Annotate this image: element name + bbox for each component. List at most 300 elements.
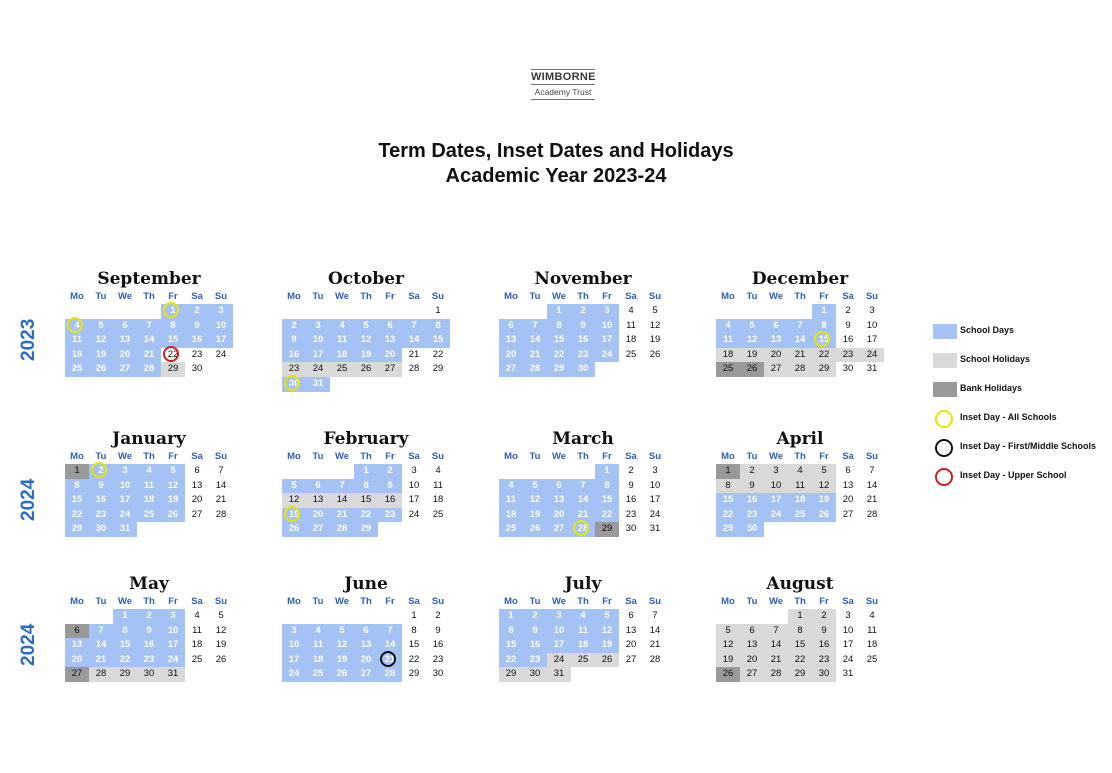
day-cell: 22 xyxy=(161,348,185,363)
day-cell: 20 xyxy=(113,348,137,363)
day-cell: 7 xyxy=(402,319,426,334)
weekday-header: Sa xyxy=(625,596,637,607)
day-cell: 13 xyxy=(354,638,378,653)
day-cell: 19 xyxy=(161,493,185,508)
day-cell: 6 xyxy=(378,319,402,334)
day-cell: 13 xyxy=(764,333,788,348)
day-cell: 25 xyxy=(866,653,878,665)
day-cell: 12 xyxy=(716,638,740,653)
day-cell: 18 xyxy=(866,639,878,651)
day-cell: 19 xyxy=(215,639,227,651)
day-cell: 11 xyxy=(716,333,740,348)
legend-label: School Days xyxy=(960,325,1015,335)
month-grid xyxy=(716,450,884,537)
day-cell: 22 xyxy=(499,653,523,668)
day-cell: 28 xyxy=(523,362,547,377)
day-cell: 25 xyxy=(716,362,740,377)
weekday-header: Mo xyxy=(721,596,735,607)
weekday-header: Mo xyxy=(504,596,518,607)
day-cell: 14 xyxy=(788,333,812,348)
weekday-header: Fr xyxy=(602,596,612,607)
day-cell: 28 xyxy=(137,362,161,377)
day-cell: 22 xyxy=(113,653,137,668)
day-cell: 23 xyxy=(836,348,860,363)
weekday-header: Su xyxy=(648,291,662,302)
month-september xyxy=(65,268,233,377)
day-cell: 11 xyxy=(867,624,877,636)
day-cell: 22 xyxy=(354,508,378,523)
day-cell: 21 xyxy=(649,639,661,651)
day-cell: 19 xyxy=(716,653,740,668)
day-cell: 1 xyxy=(716,464,740,479)
day-cell: 24 xyxy=(547,653,571,668)
weekday-header: Su xyxy=(865,451,879,462)
day-cell: 19 xyxy=(354,348,378,363)
day-cell: 10 xyxy=(209,319,233,334)
weekday-header: Th xyxy=(794,596,806,607)
day-cell: 11 xyxy=(571,624,595,639)
day-cell: 12 xyxy=(740,333,764,348)
weekday-header: Tu xyxy=(529,451,541,462)
day-cell: 8 xyxy=(411,624,417,636)
day-cell: 21 xyxy=(137,348,161,363)
weekday-header: Tu xyxy=(312,596,324,607)
day-cell: 4 xyxy=(628,305,634,316)
day-cell: 5 xyxy=(740,319,764,334)
day-cell: 25 xyxy=(788,508,812,523)
day-cell: 10 xyxy=(866,319,878,331)
weekday-header: Fr xyxy=(168,291,178,302)
day-cell: 6 xyxy=(845,465,851,476)
day-cell: 24 xyxy=(408,508,420,520)
day-cell: 28 xyxy=(764,667,788,682)
day-cell: 5 xyxy=(330,624,354,639)
month-february xyxy=(282,428,450,537)
day-cell: 26 xyxy=(354,362,378,377)
day-cell: 27 xyxy=(354,667,378,682)
day-cell: 2 xyxy=(185,304,209,319)
day-cell: 1 xyxy=(547,304,571,319)
day-cell: 18 xyxy=(571,638,595,653)
day-cell: 16 xyxy=(378,493,402,508)
day-cell: 1 xyxy=(65,464,89,479)
day-cell: 8 xyxy=(113,624,137,639)
weekday-header: Mo xyxy=(70,291,84,302)
day-cell: 10 xyxy=(306,333,330,348)
day-cell: 5 xyxy=(595,609,619,624)
day-cell: 28 xyxy=(408,363,420,375)
weekday-header: Su xyxy=(865,291,879,302)
day-cell: 2 xyxy=(89,464,113,479)
weekday-header: We xyxy=(768,596,784,607)
day-cell: 2 xyxy=(378,464,402,479)
month-name: July xyxy=(564,574,602,594)
day-cell: 24 xyxy=(764,508,788,523)
day-cell: 27 xyxy=(740,667,764,682)
weekday-header: Fr xyxy=(168,596,178,607)
day-cell: 7 xyxy=(652,610,658,621)
day-cell: 4 xyxy=(65,319,89,334)
weekday-header: Sa xyxy=(408,596,420,607)
day-cell: 3 xyxy=(652,465,658,476)
day-cell: 18 xyxy=(65,348,89,363)
day-cell: 23 xyxy=(740,508,764,523)
day-cell: 26 xyxy=(161,508,185,523)
day-cell: 13 xyxy=(740,638,764,653)
day-cell: 29 xyxy=(547,362,571,377)
day-cell: 16 xyxy=(842,334,854,346)
day-cell: 27 xyxy=(306,522,330,537)
day-cell: 11 xyxy=(626,319,636,331)
month-name: October xyxy=(327,269,404,289)
weekday-header: We xyxy=(551,451,567,462)
month-name: December xyxy=(751,269,849,289)
day-cell: 22 xyxy=(408,653,420,665)
month-grid xyxy=(499,450,667,537)
day-cell: 18 xyxy=(716,348,740,363)
day-cell: 13 xyxy=(547,493,571,508)
day-cell: 24 xyxy=(161,653,185,668)
day-cell: 31 xyxy=(842,668,854,680)
day-cell: 14 xyxy=(215,479,227,491)
day-cell: 25 xyxy=(330,362,354,377)
day-cell: 10 xyxy=(161,624,185,639)
month-july xyxy=(499,573,667,682)
day-cell: 17 xyxy=(408,494,420,506)
day-cell: 8 xyxy=(426,319,450,334)
inset-all-ring-icon xyxy=(163,302,179,318)
day-cell: 30 xyxy=(842,363,854,375)
month-name: November xyxy=(534,269,632,289)
day-cell: 1 xyxy=(595,464,619,479)
weekday-header: Mo xyxy=(70,451,84,462)
day-cell: 25 xyxy=(65,362,89,377)
day-cell: 30 xyxy=(282,377,306,392)
day-cell: 14 xyxy=(137,333,161,348)
weekday-header: Mo xyxy=(287,291,301,302)
day-cell: 23 xyxy=(191,348,203,360)
day-cell: 12 xyxy=(649,319,661,331)
day-cell: 14 xyxy=(764,638,788,653)
weekday-header: Sa xyxy=(842,451,854,462)
day-cell: 11 xyxy=(306,638,330,653)
day-cell: 3 xyxy=(547,609,571,624)
day-cell: 6 xyxy=(354,624,378,639)
day-cell: 31 xyxy=(306,377,330,392)
day-cell: 18 xyxy=(137,493,161,508)
weekday-header: Tu xyxy=(95,451,107,462)
day-cell: 16 xyxy=(740,493,764,508)
weekday-header: Th xyxy=(360,291,372,302)
day-cell: 18 xyxy=(432,494,444,506)
day-cell: 21 xyxy=(788,348,812,363)
day-cell: 25 xyxy=(571,653,595,668)
day-cell: 29 xyxy=(432,363,444,375)
day-cell: 6 xyxy=(306,479,330,494)
weekday-header: Mo xyxy=(287,596,301,607)
day-cell: 22 xyxy=(716,508,740,523)
day-cell: 27 xyxy=(378,362,402,377)
day-cell: 9 xyxy=(378,479,402,494)
inset-all-ring-icon xyxy=(91,462,107,478)
day-cell: 19 xyxy=(89,348,113,363)
day-cell: 4 xyxy=(499,479,523,494)
month-march xyxy=(499,428,667,537)
day-cell: 13 xyxy=(499,333,523,348)
day-cell: 25 xyxy=(499,522,523,537)
day-cell: 23 xyxy=(625,508,637,520)
day-cell: 15 xyxy=(716,493,740,508)
day-cell: 14 xyxy=(402,333,426,348)
weekday-header: Fr xyxy=(602,291,612,302)
day-cell: 23 xyxy=(137,653,161,668)
day-cell: 21 xyxy=(571,508,595,523)
day-cell: 27 xyxy=(499,362,523,377)
day-cell: 6 xyxy=(113,319,137,334)
day-cell: 26 xyxy=(716,667,740,682)
day-cell: 11 xyxy=(499,493,523,508)
day-cell: 29 xyxy=(408,668,420,680)
day-cell: 20 xyxy=(842,494,854,506)
inset-all-ring-icon xyxy=(67,317,83,333)
day-cell: 16 xyxy=(282,348,306,363)
day-cell: 5 xyxy=(652,305,658,316)
day-cell: 7 xyxy=(571,479,595,494)
day-cell: 8 xyxy=(812,319,836,334)
day-cell: 27 xyxy=(625,653,637,665)
day-cell: 28 xyxy=(866,508,878,520)
day-cell: 5 xyxy=(716,624,740,639)
day-cell: 29 xyxy=(499,667,523,682)
legend-label: Inset Day - First/Middle Schools xyxy=(960,441,1097,451)
inset-all-ring-icon xyxy=(814,331,830,347)
day-cell: 3 xyxy=(113,464,137,479)
day-cell: 29 xyxy=(788,667,812,682)
day-cell: 23 xyxy=(282,362,306,377)
day-cell: 10 xyxy=(113,479,137,494)
day-cell: 19 xyxy=(812,493,836,508)
day-cell: 20 xyxy=(191,494,203,506)
weekday-header: We xyxy=(768,291,784,302)
weekday-header: Tu xyxy=(95,291,107,302)
day-cell: 31 xyxy=(547,667,571,682)
day-cell: 11 xyxy=(788,479,812,494)
day-cell: 21 xyxy=(378,653,402,668)
month-may xyxy=(65,573,233,682)
day-cell: 23 xyxy=(378,508,402,523)
day-cell: 1 xyxy=(435,305,441,316)
weekday-header: Fr xyxy=(385,291,395,302)
legend-label: School Holidays xyxy=(960,354,1031,364)
day-cell: 18 xyxy=(191,639,203,651)
day-cell: 26 xyxy=(649,348,661,360)
day-cell: 5 xyxy=(218,610,224,621)
day-cell: 17 xyxy=(595,333,619,348)
day-cell: 9 xyxy=(523,624,547,639)
day-cell: 13 xyxy=(65,638,89,653)
day-cell: 8 xyxy=(65,479,89,494)
day-cell: 22 xyxy=(812,348,836,363)
weekday-header: Fr xyxy=(385,451,395,462)
day-cell: 5 xyxy=(89,319,113,334)
day-cell: 24 xyxy=(215,348,227,360)
day-cell: 13 xyxy=(842,479,854,491)
day-cell: 9 xyxy=(740,479,764,494)
day-cell: 9 xyxy=(845,319,851,331)
day-cell: 5 xyxy=(282,479,306,494)
legend-item-inset-upper xyxy=(933,467,1103,487)
day-cell: 21 xyxy=(408,348,420,360)
day-cell: 9 xyxy=(137,624,161,639)
day-cell: 7 xyxy=(218,465,224,476)
day-cell: 12 xyxy=(89,333,113,348)
day-cell: 22 xyxy=(65,508,89,523)
day-cell: 21 xyxy=(764,653,788,668)
day-cell: 4 xyxy=(306,624,330,639)
weekday-header: Tu xyxy=(312,451,324,462)
day-cell: 3 xyxy=(845,610,851,621)
weekday-header: Th xyxy=(577,291,589,302)
day-cell: 27 xyxy=(764,362,788,377)
day-cell: 6 xyxy=(764,319,788,334)
weekday-header: We xyxy=(334,451,350,462)
month-grid xyxy=(716,595,884,682)
weekday-header: Tu xyxy=(312,291,324,302)
day-cell: 3 xyxy=(161,609,185,624)
day-cell: 24 xyxy=(306,362,330,377)
day-cell: 16 xyxy=(523,638,547,653)
weekday-header: Tu xyxy=(746,451,758,462)
day-cell: 27 xyxy=(547,522,571,537)
weekday-header: Su xyxy=(431,596,445,607)
day-cell: 24 xyxy=(282,667,306,682)
day-cell: 26 xyxy=(595,653,619,668)
trust-logo xyxy=(531,69,595,100)
day-cell: 4 xyxy=(788,464,812,479)
day-cell: 19 xyxy=(330,653,354,668)
logo-name: WIMBORNE xyxy=(531,71,596,83)
day-cell: 29 xyxy=(65,522,89,537)
month-june xyxy=(282,573,450,682)
day-cell: 28 xyxy=(89,667,113,682)
day-cell: 3 xyxy=(306,319,330,334)
month-november xyxy=(499,268,667,377)
day-cell: 2 xyxy=(137,609,161,624)
day-cell: 16 xyxy=(571,333,595,348)
day-cell: 15 xyxy=(812,333,836,348)
day-cell: 31 xyxy=(866,363,878,375)
day-cell: 15 xyxy=(426,333,450,348)
weekday-header: Tu xyxy=(529,596,541,607)
weekday-header: Sa xyxy=(842,291,854,302)
day-cell: 21 xyxy=(89,653,113,668)
day-cell: 20 xyxy=(378,348,402,363)
day-cell: 12 xyxy=(354,333,378,348)
day-cell: 25 xyxy=(625,348,637,360)
month-grid xyxy=(499,290,667,377)
weekday-header: Sa xyxy=(191,451,203,462)
day-cell: 16 xyxy=(89,493,113,508)
day-cell: 2 xyxy=(845,305,851,316)
weekday-header: Th xyxy=(794,451,806,462)
day-cell: 17 xyxy=(866,334,878,346)
day-cell: 10 xyxy=(595,319,619,334)
day-cell: 7 xyxy=(523,319,547,334)
day-cell: 10 xyxy=(408,479,420,491)
day-cell: 10 xyxy=(649,479,661,491)
month-december xyxy=(716,268,884,377)
day-cell: 10 xyxy=(764,479,788,494)
day-cell: 18 xyxy=(788,493,812,508)
day-cell: 29 xyxy=(812,362,836,377)
day-cell: 23 xyxy=(571,348,595,363)
month-grid xyxy=(716,290,884,377)
inset-all-ring-icon xyxy=(573,520,589,536)
day-cell: 7 xyxy=(869,465,875,476)
day-cell: 3 xyxy=(282,624,306,639)
day-cell: 30 xyxy=(137,667,161,682)
day-cell: 17 xyxy=(842,639,854,651)
day-cell: 12 xyxy=(595,624,619,639)
day-cell: 23 xyxy=(523,653,547,668)
day-cell: 27 xyxy=(113,362,137,377)
day-cell: 7 xyxy=(89,624,113,639)
weekday-header: Tu xyxy=(95,596,107,607)
day-cell: 13 xyxy=(113,333,137,348)
legend-label: Inset Day - All Schools xyxy=(960,412,1057,422)
day-cell: 12 xyxy=(215,624,227,636)
weekday-header: Mo xyxy=(721,451,735,462)
day-cell: 8 xyxy=(354,479,378,494)
day-cell: 2 xyxy=(282,319,306,334)
day-cell: 31 xyxy=(649,523,661,535)
school-days-swatch xyxy=(933,324,957,339)
inset-upper-ring-icon xyxy=(163,346,179,362)
day-cell: 10 xyxy=(842,624,854,636)
day-cell: 12 xyxy=(812,479,836,494)
day-cell: 7 xyxy=(378,624,402,639)
day-cell: 9 xyxy=(435,624,441,636)
weekday-header: Th xyxy=(360,596,372,607)
day-cell: 21 xyxy=(523,348,547,363)
day-cell: 11 xyxy=(433,479,443,491)
year-label-row1: 2023 xyxy=(18,318,39,361)
weekday-header: Su xyxy=(865,596,879,607)
weekday-header: Su xyxy=(214,451,228,462)
day-cell: 14 xyxy=(866,479,878,491)
day-cell: 1 xyxy=(161,304,185,319)
day-cell: 15 xyxy=(547,333,571,348)
day-cell: 10 xyxy=(547,624,571,639)
day-cell: 28 xyxy=(330,522,354,537)
day-cell: 4 xyxy=(716,319,740,334)
day-cell: 26 xyxy=(89,362,113,377)
day-cell: 11 xyxy=(192,624,202,636)
day-cell: 30 xyxy=(740,522,764,537)
day-cell: 5 xyxy=(354,319,378,334)
day-cell: 7 xyxy=(788,319,812,334)
weekday-header: We xyxy=(117,291,133,302)
month-grid xyxy=(282,290,450,392)
month-grid xyxy=(65,450,233,537)
day-cell: 15 xyxy=(408,639,420,651)
weekday-header: Sa xyxy=(625,451,637,462)
page-title: Term Dates, Inset Dates and Holidays xyxy=(378,140,734,162)
weekday-header: Fr xyxy=(602,451,612,462)
day-cell: 13 xyxy=(191,479,203,491)
day-cell: 16 xyxy=(432,639,444,651)
legend-label: Inset Day - Upper School xyxy=(960,470,1067,480)
